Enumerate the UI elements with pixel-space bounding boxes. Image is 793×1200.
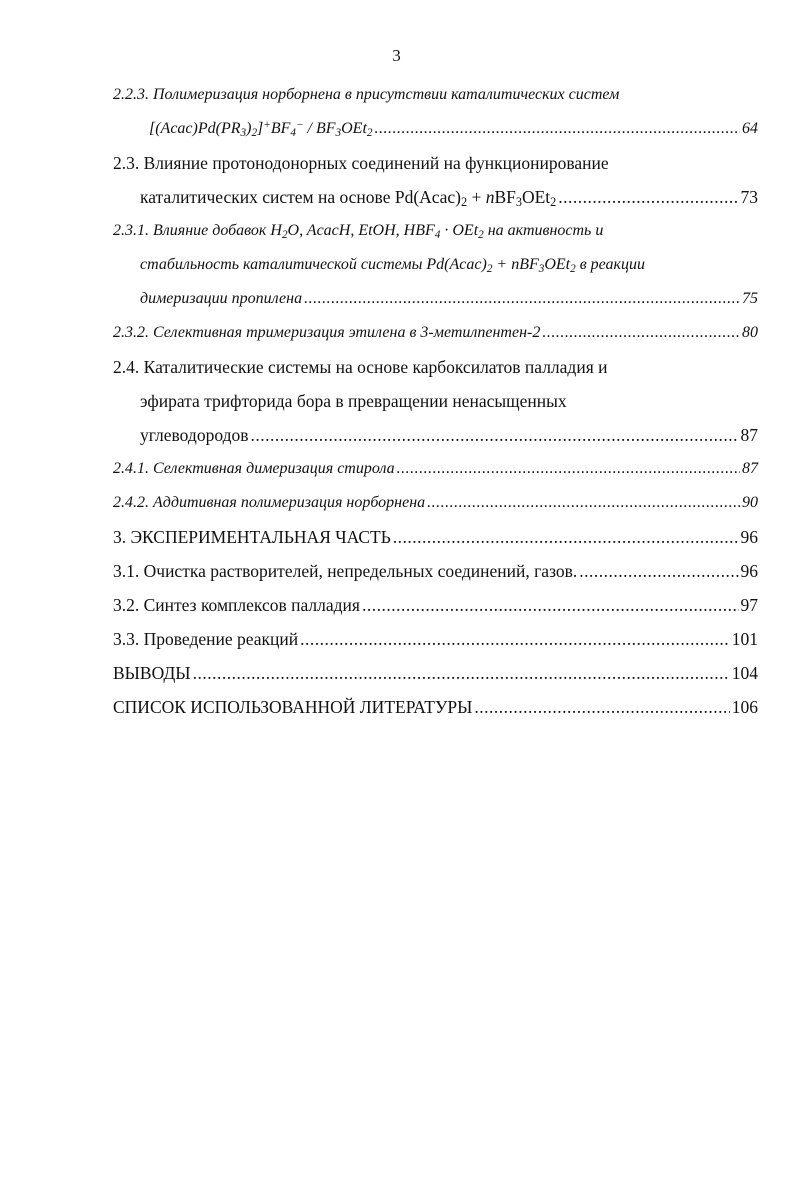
- toc-line-2-3-title: [113, 146, 758, 180]
- toc-formula: стабильность каталитической системы $Pd(Acac)_2 + nBF_3OEt_2$ в реакции: [140, 256, 646, 275]
- toc-page-number: 75: [742, 290, 758, 307]
- toc-page-number: 96: [740, 561, 758, 581]
- toc-entry-text: 2.4. Каталитические системы на основе карбоксилатов палладия и: [113, 357, 608, 377]
- toc-line-2-4-end: [113, 418, 758, 452]
- dot-leader: [375, 112, 741, 146]
- toc-line-2-4-title: [113, 350, 758, 384]
- dot-leader: [474, 690, 729, 724]
- toc-line-3-1: [113, 554, 758, 588]
- toc-line-2-4-1: [113, 452, 758, 486]
- dot-leader: [304, 282, 740, 316]
- toc-line-3-3: [113, 622, 758, 656]
- toc-page-number: 64: [742, 120, 758, 137]
- toc-entry-text: 3. ЭКСПЕРИМЕНТАЛЬНАЯ ЧАСТЬ: [113, 527, 391, 547]
- toc-page-number: 97: [740, 595, 758, 615]
- toc-line-3: [113, 520, 758, 554]
- toc-line-2-3-1-title: [113, 214, 758, 248]
- toc-entry-text: димеризации пропилена: [140, 290, 303, 307]
- toc-entry-text: эфирата трифторида бора в превращении ненасыщенных: [140, 391, 567, 411]
- dot-leader: [193, 656, 730, 690]
- toc-entry-text: ВЫВОДЫ: [113, 663, 191, 683]
- dot-leader: [251, 418, 739, 452]
- toc-line-3-2: [113, 588, 758, 622]
- toc-page-number: 104: [731, 663, 758, 683]
- toc-line-2-4-2: [113, 486, 758, 520]
- toc-page-number: 73: [740, 187, 758, 207]
- dot-leader: [300, 622, 730, 656]
- toc-line-references: [113, 690, 758, 724]
- toc-formula: 2.3.1. Влияние добавок $H_2O$, AcacH, EtOH, $HBF_4 \cdot OEt_2$ на активность и: [113, 222, 604, 241]
- dot-leader: [393, 520, 739, 554]
- page-number: 3: [392, 46, 401, 65]
- dot-leader: [362, 588, 739, 622]
- toc-line-conclusions: [113, 656, 758, 690]
- toc-formula: каталитических систем на основе $Pd(Acac)_2 + nBF_3OEt_2$: [140, 187, 557, 210]
- toc-entry-text: 3.1. Очистка растворителей, непредельных соединений, газов.: [113, 561, 578, 581]
- toc-entry-text: СПИСОК ИСПОЛЬЗОВАННОЙ ЛИТЕРАТУРЫ: [113, 697, 473, 717]
- table-of-contents: [113, 78, 758, 724]
- toc-entry-text: 2.3. Влияние протонодонорных соединений на функционирование: [113, 153, 609, 173]
- toc-line-2-3-formula: [113, 180, 758, 214]
- toc-page-number: 80: [742, 324, 758, 341]
- toc-line-2-2-3-title: [113, 78, 758, 112]
- toc-entry-text: углеводородов: [140, 425, 249, 445]
- toc-line-2-3-1-end: [113, 282, 758, 316]
- toc-page-number: 96: [740, 527, 758, 547]
- toc-page-number: 101: [731, 629, 758, 649]
- dot-leader: [427, 486, 740, 520]
- toc-line-2-3-2: [113, 316, 758, 350]
- dot-leader: [579, 554, 738, 588]
- toc-entry-text: 2.2.3. Полимеризация норборнена в присутствии каталитических систем: [113, 86, 620, 103]
- toc-page-number: 106: [731, 697, 758, 717]
- toc-entry-text: 2.4.1. Селективная димеризация стирола: [113, 460, 395, 477]
- toc-entry-text: 3.2. Синтез комплексов палладия: [113, 595, 360, 615]
- dot-leader: [542, 316, 740, 350]
- toc-entry-text: 2.3.2. Селективная тримеризация этилена в 3-метилпентен-2: [113, 324, 541, 341]
- toc-formula: $[(Acac)Pd(PR_3)_2]^+BF_4^- / BF_3OEt_2$: [149, 118, 373, 139]
- dot-leader: [558, 180, 738, 214]
- toc-entry-text: 3.3. Проведение реакций: [113, 629, 299, 649]
- toc-page-number: 87: [742, 460, 758, 477]
- toc-line-2-2-3-formula: [113, 112, 758, 146]
- toc-line-2-4-cont: [113, 384, 758, 418]
- toc-entry-text: 2.4.2. Аддитивная полимеризация норборнена: [113, 494, 426, 511]
- toc-page-number: 90: [742, 494, 758, 511]
- toc-page-number: 87: [740, 425, 758, 445]
- dot-leader: [397, 452, 740, 486]
- toc-line-2-3-1-cont: [113, 248, 758, 282]
